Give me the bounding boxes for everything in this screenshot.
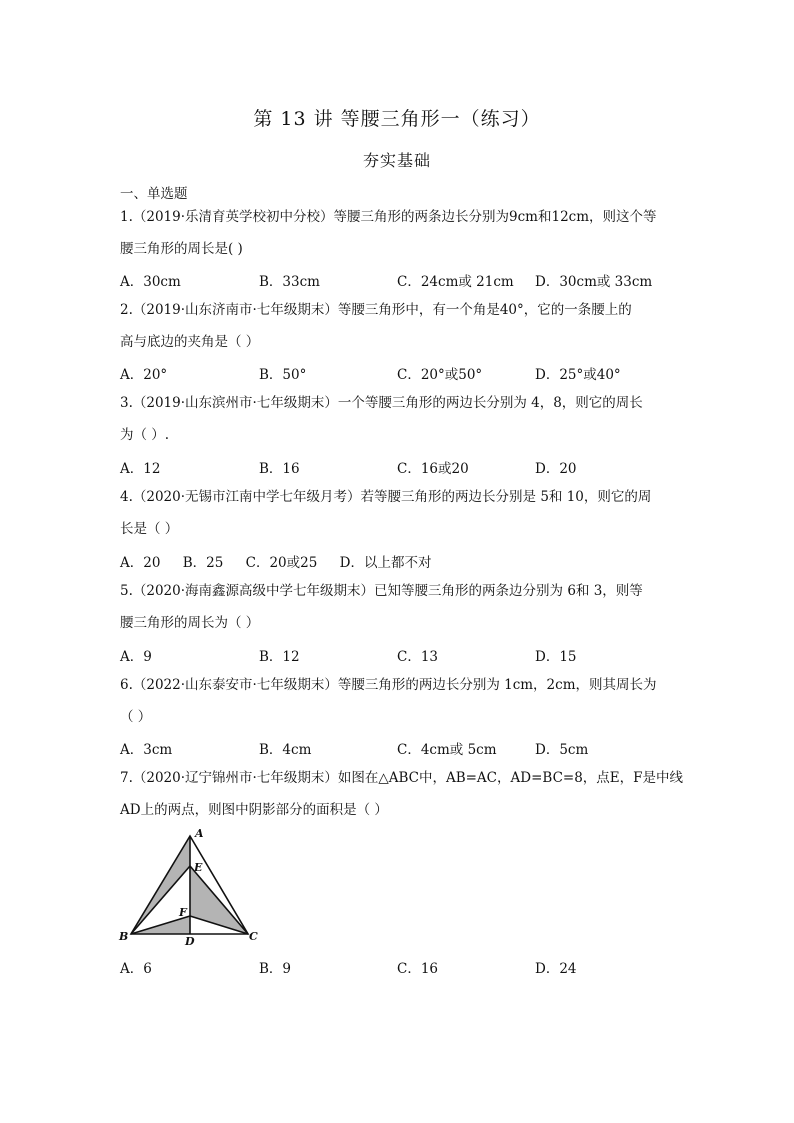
question-text-line: 腰三角形的周长为（ ） [120, 615, 260, 631]
question-text-line: 6.（2022·山东泰安市·七年级期末）等腰三角形的两边长分别为 1cm，2cm，则其周长为 [120, 677, 657, 693]
label-d: D [185, 935, 195, 948]
option-a[interactable]: A．20° [120, 367, 168, 383]
option-a[interactable]: A．30cm [120, 274, 181, 290]
option-a[interactable]: A．3cm [120, 742, 173, 758]
option-d[interactable]: D．25°或40° [535, 367, 621, 383]
question-4 [120, 481, 680, 545]
triangle-figure [116, 826, 262, 948]
question-7 [120, 762, 684, 826]
option-c[interactable]: C．16 [397, 961, 439, 977]
option-d[interactable]: D．5cm [535, 742, 589, 758]
question-text-line: 腰三角形的周长是( ) [120, 241, 243, 257]
option-a[interactable]: A．12 [120, 461, 161, 477]
label-e: E [194, 861, 203, 874]
question-3 [120, 387, 680, 451]
option-d[interactable]: D．30cm或 33cm [535, 274, 653, 290]
options-7 [120, 957, 680, 977]
option-d[interactable]: D．20 [535, 461, 577, 477]
question-text-line: AD上的两点，则图中阴影部分的面积是（ ） [120, 802, 388, 818]
options-1 [120, 270, 680, 290]
question-text-line: 为（ ）. [120, 427, 170, 443]
option-d[interactable]: D．15 [535, 649, 577, 665]
option-b[interactable]: B．9 [259, 961, 292, 977]
option-c[interactable]: C．20°或50° [397, 367, 483, 383]
question-text-line: 4.（2020·无锡市江南中学七年级月考）若等腰三角形的两边长分别是 5和 10，则它的周 [120, 489, 652, 505]
label-a: A [195, 827, 204, 840]
option-c[interactable]: C．20或25 [245, 555, 318, 571]
question-5 [120, 575, 680, 639]
option-a[interactable]: A．9 [120, 649, 152, 665]
question-text-line: 长是（ ） [120, 521, 179, 537]
question-text-line: 2.（2019·山东济南市·七年级期末）等腰三角形中，有一个角是40°，它的一条腰上的 [120, 302, 632, 318]
question-6 [120, 669, 680, 733]
page-title: 第 13 讲 等腰三角形一（练习） [253, 108, 541, 130]
options-4 [120, 551, 680, 571]
option-c[interactable]: C．4cm或 5cm [397, 742, 497, 758]
label-b: B [119, 930, 129, 943]
options-6 [120, 738, 680, 758]
option-b[interactable]: B．12 [259, 649, 300, 665]
options-5 [120, 645, 680, 665]
question-text-line: （ ） [120, 709, 152, 725]
question-2 [120, 294, 680, 358]
option-a[interactable]: A．20 [120, 555, 161, 571]
question-1 [120, 201, 680, 265]
label-c: C [249, 930, 258, 943]
option-b[interactable]: B．4cm [259, 742, 312, 758]
question-text-line: 7.（2020·辽宁锦州市·七年级期末）如图在△ABC中，AB=AC，AD=BC=8，点E，F是中线 [120, 770, 684, 786]
option-a[interactable]: A．6 [120, 961, 152, 977]
option-c[interactable]: C．13 [397, 649, 439, 665]
question-text-line: 高与底边的夹角是（ ） [120, 334, 260, 350]
option-b[interactable]: B．16 [259, 461, 300, 477]
section-heading: 一、单选题 [120, 186, 188, 202]
label-f: F [179, 906, 187, 919]
option-b[interactable]: B．50° [259, 367, 307, 383]
options-2 [120, 363, 680, 383]
question-text-line: 1.（2019·乐清育英学校初中分校）等腰三角形的两条边长分别为9cm和12cm，则这个等 [120, 209, 657, 225]
option-b[interactable]: B．25 [182, 555, 224, 571]
page-subtitle: 夯实基础 [362, 151, 431, 170]
option-c[interactable]: C．16或20 [397, 461, 469, 477]
question-text-line: 5.（2020·海南鑫源高级中学七年级期末）已知等腰三角形的两条边分别为 6和 3，则等 [120, 583, 643, 599]
option-b[interactable]: B．33cm [259, 274, 320, 290]
option-c[interactable]: C．24cm或 21cm [397, 274, 514, 290]
question-text-line: 3.（2019·山东滨州市·七年级期末）一个等腰三角形的两边长分别为 4，8，则它的周长 [120, 395, 643, 411]
option-d[interactable]: D．24 [535, 961, 577, 977]
options-3 [120, 457, 680, 477]
option-d[interactable]: D．以上都不对 [339, 555, 432, 571]
